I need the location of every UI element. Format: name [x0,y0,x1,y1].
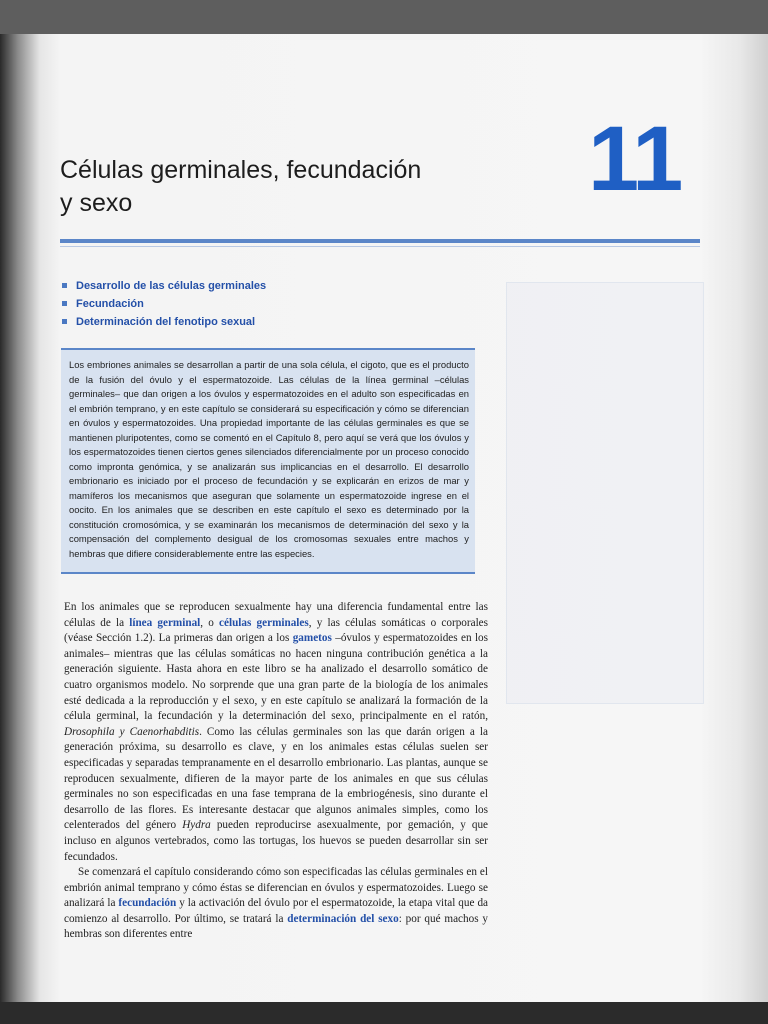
key-term: determinación del sexo [287,912,399,925]
chapter-rule-thin [60,246,700,247]
body-paragraph: En los animales que se reproducen sexualmente hay una diferencia fundamental entre las células de la línea germinal, o células germinales, y las células somáticas o corporales (véase Sección 1.2). La primeras dan origen a los gametos –óvulos y espermatozoides en los animales– mientras que las células somáticas no hacen ninguna contribución genética a la generación siguiente. Hasta ahora en este libro se ha analizado el desarrollo somático de cuatro organismos modelo. No sorprende que una gran parte de la biología de los animales esté dedicada a la reproducción y el sexo, y en este capítulo se analizará la formación de la célula germinal, la fecundación y la determinación del sexo, principalmente en el ratón, Drosophila y Caenorhabditis. Como las células germinales son las que darán origen a la generación próxima, su desarrollo es clave, y en los animales estas células suelen ser especificadas y separadas tempranamente en el desarrollo embrionario. Las plantas, aunque se reproducen sexualmente, difieren de la mayor parte de los animales en que sus células germinales no son especificadas en una fase temprana de la embriogénesis, sino durante el desarrollo de las flores. Es interesante destacar que algunos animales simples, como los celenterados del género Hydra pueden reproducirse asexualmente, por gemación, y que incluso en algunos vertebrados, como las tortugas, los huevos se pueden desarrollar sin ser fecundados. [64,601,489,863]
chapter-number: 11 [588,108,682,210]
chapter-contents-list [62,277,266,331]
square-bullet-icon [62,301,67,306]
key-term: fecundación [118,897,177,910]
contents-item: Fecundación [62,295,266,313]
scan-bottom-border [0,1002,768,1024]
key-term: línea germinal [129,616,201,629]
chapter-title [60,154,530,220]
key-term: células germinales [219,616,309,629]
bleed-through-panel [506,282,704,704]
species-name: Drosophila y Caenorhabditis [64,725,200,738]
contents-item: Determinación del fenotipo sexual [62,313,266,331]
key-term: gametos [292,632,332,645]
square-bullet-icon [62,283,67,288]
chapter-summary-box [61,348,475,574]
body-paragraph: Se comenzará el capítulo considerando cómo son especificadas las células germinales en el embrión animal temprano y cómo éstas se diferencian en óvulos y espermatozoides. Luego se analizará la fecundación y la activación del óvulo por el espermatozoide, la etapa vital que da comienzo al desarrollo. Por último, se tratará la determinación del sexo: por qué machos y hembras son diferentes entre [64,866,489,941]
body-text [64,600,488,943]
chapter-title-line2: y sexo [60,189,133,217]
scan-top-border [0,0,768,34]
square-bullet-icon [62,319,67,324]
chapter-rule [60,239,700,243]
chapter-title-line1: Células germinales, fecundación [60,156,422,184]
species-name: Hydra [182,819,211,832]
chapter-summary-text: Los embriones animales se desarrollan a partir de una sola célula, el cigoto, que es el producto de la fusión del óvulo y el espermatozoide. Las células de la línea germinal –células germinales– que dan origen a los óvulos y espermatozoides en el adulto son especificadas en el embrión temprano, y en este capítulo se considerará su especificación y cómo se diferencian en óvulos y espermatozoides. Una propiedad importante de las células germinales es que se mantienen pluripotentes, como se comentó en el Capítulo 8, pero aquí se verá que los óvulos y los espermatozoides tienen ciertos genes silenciados diferencialmente por un proceso conocido como impronta genómica, y se analizarán sus implicancias en el desarrollo. El desarrollo embrionario es iniciado por el proceso de fecundación y se explicarán en erizos de mar y mamíferos los mecanismos que aseguran que solamente un espermatozoide ingrese en el oocito. En los animales que se describen en este capítulo el sexo es determinado por la constitución cromosómica, y se examinarán los mecanismos de determinación del sexo y la compensación del complemento desigual de los cromosomas sexuales entre machos y hembras que difiere considerablemente entre las especies. [69,359,469,559]
contents-item: Desarrollo de las células germinales [62,277,266,295]
